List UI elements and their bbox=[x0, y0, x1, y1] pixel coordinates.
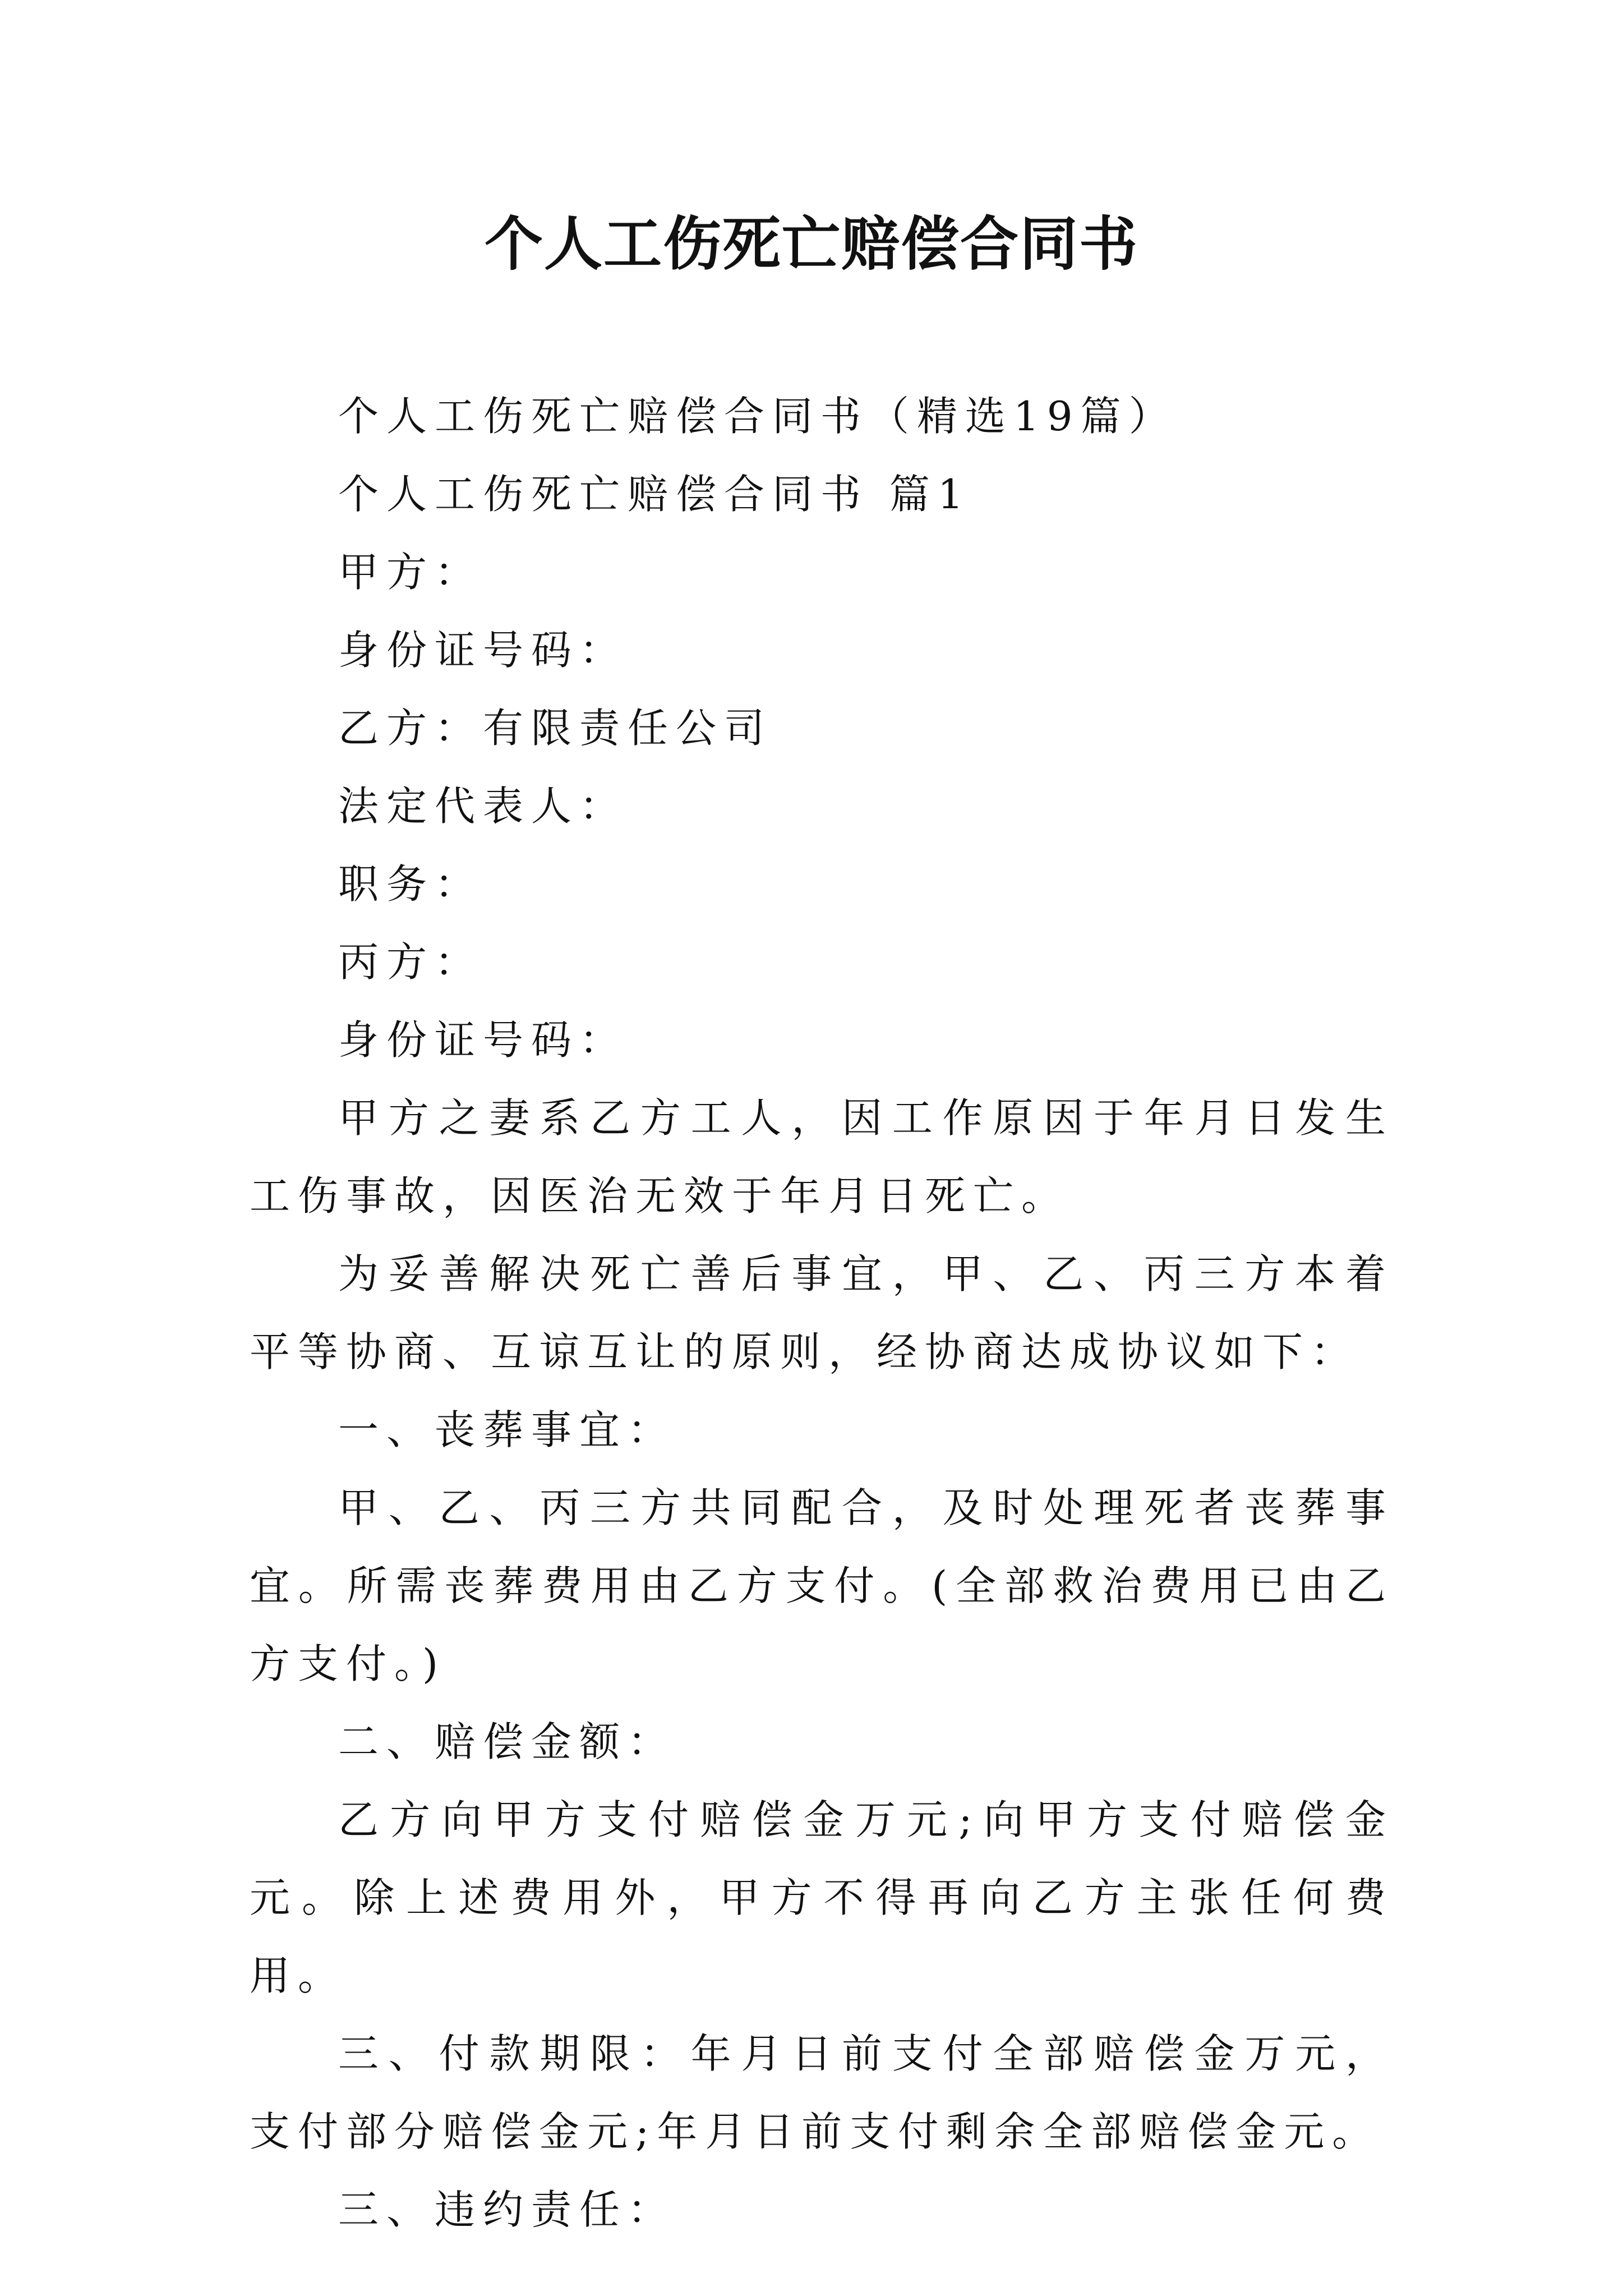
paragraph-clause-3-payment: 三、付款期限：年月日前支付全部赔偿金万元，支付部分赔偿金元;年月日前支付剩余全部赔偿金元。 bbox=[250, 2030, 1394, 2155]
document-body bbox=[250, 378, 1394, 2249]
paragraph-party-c-id: 身份证号码： bbox=[338, 1016, 628, 1064]
paragraph-position: 职务： bbox=[338, 861, 483, 908]
document-title: 个人工伤死亡赔偿合同书 bbox=[484, 209, 1138, 278]
paragraph-party-a-id: 身份证号码： bbox=[338, 627, 628, 674]
paragraph-section-heading: 个人工伤死亡赔偿合同书 篇1 bbox=[338, 471, 971, 518]
paragraph-party-b: 乙方：有限责任公司 bbox=[338, 705, 773, 752]
paragraph-clause-2-heading: 二、赔偿金额： bbox=[338, 1718, 676, 1765]
paragraph-clause-2-body: 乙方向甲方支付赔偿金万元;向甲方支付赔偿金元。除上述费用外，甲方不得再向乙方主张任何费用。 bbox=[250, 1796, 1394, 1999]
paragraph-legal-representative: 法定代表人： bbox=[338, 783, 628, 830]
paragraph-party-a: 甲方： bbox=[338, 549, 483, 596]
paragraph-clause-1-body: 甲、乙、丙三方共同配合，及时处理死者丧葬事宜。所需丧葬费用由乙方支付。(全部救治费用已由乙方支付。) bbox=[250, 1484, 1394, 1687]
paragraph-subtitle: 个人工伤死亡赔偿合同书（精选19篇） bbox=[338, 393, 1177, 440]
paragraph-clause-liability-heading: 三、违约责任： bbox=[338, 2186, 676, 2233]
paragraph-purpose: 为妥善解决死亡善后事宜，甲、乙、丙三方本着平等协商、互谅互让的原则，经协商达成协议如下： bbox=[250, 1250, 1394, 1375]
paragraph-background: 甲方之妻系乙方工人，因工作原因于年月日发生工伤事故，因医治无效于年月日死亡。 bbox=[250, 1094, 1394, 1220]
paragraph-party-c: 丙方： bbox=[338, 938, 483, 986]
paragraph-clause-1-heading: 一、丧葬事宜： bbox=[338, 1406, 676, 1453]
